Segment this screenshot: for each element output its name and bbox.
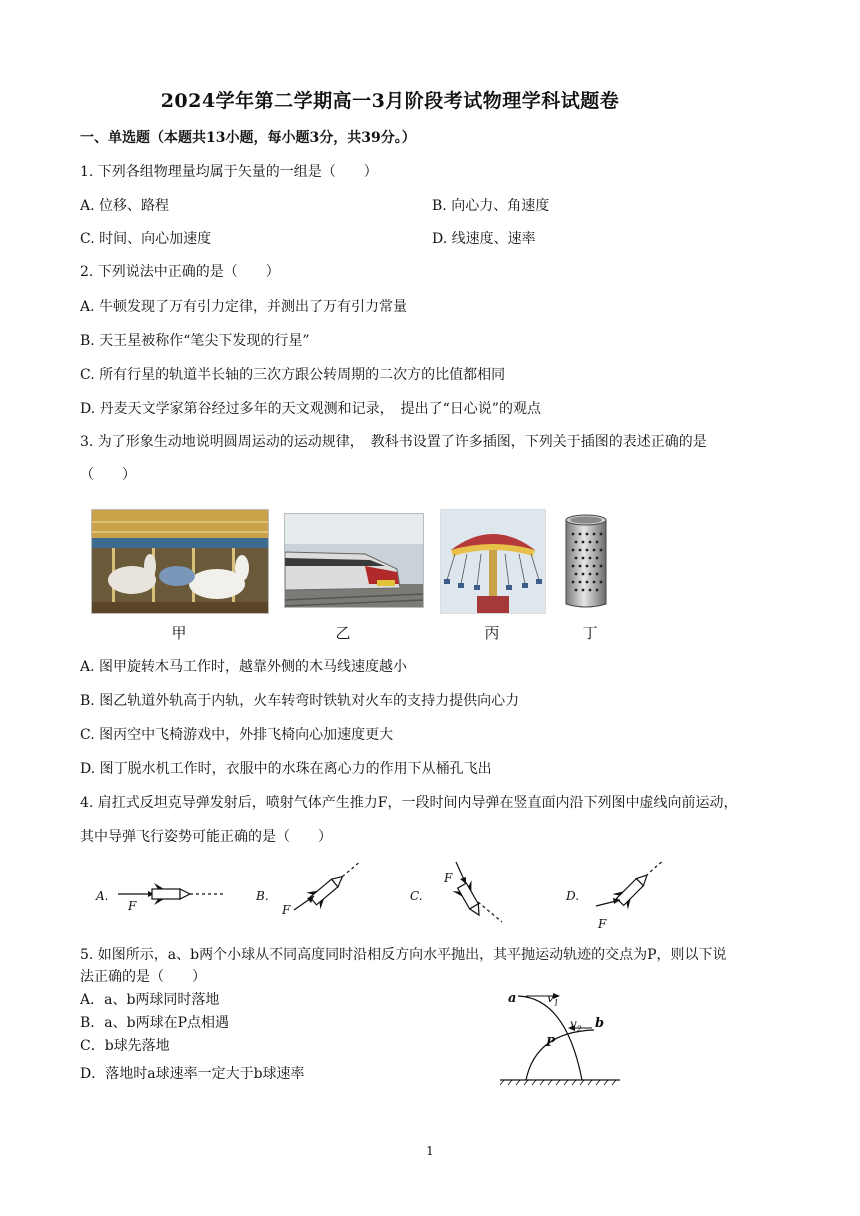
page-number: 1	[426, 1144, 434, 1158]
q5-label-p: P	[546, 1035, 556, 1049]
q1-stem: 1. 下列各组物理量均属于矢量的一组是（ ）	[80, 164, 378, 180]
q3-option-b: B. 图乙轨道外轨高于内轨，火车转弯时铁轨对火车的支持力提供向心力	[80, 693, 520, 709]
q1-option-a: A. 位移、路程	[80, 198, 170, 214]
q4-stem-cont: 其中导弹飞行姿势可能正确的是（ ）	[80, 829, 332, 845]
q4-figure-b	[280, 862, 370, 922]
q5-label-b: b	[595, 1016, 605, 1031]
q5-option-d: D．落地时a球速率一定大于b球速率	[80, 1066, 305, 1082]
q4-label-a: A.	[96, 889, 109, 903]
q4-label-c: C.	[410, 889, 423, 903]
train-image	[284, 513, 424, 608]
section-heading: 一、单选题（本题共13小题，每小题3分，共39分。）	[80, 130, 416, 146]
caption-ding: 丁	[582, 624, 598, 642]
q5-stem-cont: 法正确的是（ ）	[80, 969, 206, 985]
q5-option-a: A．a、b两球同时落地	[80, 992, 220, 1008]
q4-force-c: F	[444, 871, 453, 885]
q2-option-c: C. 所有行星的轨道半长轴的三次方跟公转周期的二次方的比值都相同	[80, 367, 506, 383]
caption-jia: 甲	[171, 624, 187, 642]
swing-ride-image	[440, 509, 546, 614]
q3-option-d: D. 图丁脱水机工作时，衣服中的水珠在离心力的作用下从桶孔飞出	[80, 761, 492, 777]
q3-option-c: C. 图丙空中飞椅游戏中，外排飞椅向心加速度更大	[80, 727, 394, 743]
q1-option-c: C. 时间、向心加速度	[80, 231, 212, 247]
q4-force-d: F	[598, 917, 607, 931]
q5-option-b: B．a、b两球在P点相遇	[80, 1015, 230, 1031]
q4-label-b: B.	[256, 889, 269, 903]
q1-option-b: B. 向心力、角速度	[432, 198, 550, 214]
q4-stem: 4. 肩扛式反坦克导弹发射后，喷射气体产生推力F，一段时间内导弹在竖直面内沿下列图中虚线向前运动，	[80, 795, 738, 811]
q3-option-a: A. 图甲旋转木马工作时，越靠外侧的木马线速度越小	[80, 659, 408, 675]
page-title: 2024学年第二学期高一3月阶段考试物理学科试题卷	[160, 90, 620, 112]
q2-option-b: B. 天王星被称作“笔尖下发现的行星”	[80, 333, 310, 349]
q1-option-d: D. 线速度、速率	[432, 231, 536, 247]
q4-force-a: F	[128, 899, 137, 913]
q4-label-d: D.	[566, 889, 580, 903]
q3-stem-cont: （ ）	[80, 467, 136, 483]
q2-stem: 2. 下列说法中正确的是（ ）	[80, 264, 280, 280]
q2-option-a: A. 牛顿发现了万有引力定律，并测出了万有引力常量	[80, 299, 408, 315]
q2-option-d: D. 丹麦天文学家第谷经过多年的天文观测和记录， 提出了“日心说”的观点	[80, 401, 541, 417]
q5-label-v2: $v_2$	[570, 1017, 582, 1034]
caption-bing: 丙	[484, 624, 500, 642]
q5-label-a: a	[508, 991, 517, 1006]
q3-stem: 3. 为了形象生动地说明圆周运动的运动规律， 教科书设置了许多插图，下列关于插图的表述正确的是	[80, 434, 707, 450]
carousel-image	[91, 509, 269, 614]
q5-stem: 5. 如图所示，a、b两个小球从不同高度同时沿相反方向水平抛出，其平抛运动轨迹的交点为P，则以下说	[80, 947, 727, 963]
q4-force-b: F	[282, 903, 291, 917]
q5-label-v1: $v_1$	[547, 991, 559, 1008]
spin-dryer-drum-image	[562, 512, 610, 612]
caption-yi: 乙	[335, 624, 351, 642]
q5-option-c: C．b球先落地	[80, 1038, 170, 1054]
